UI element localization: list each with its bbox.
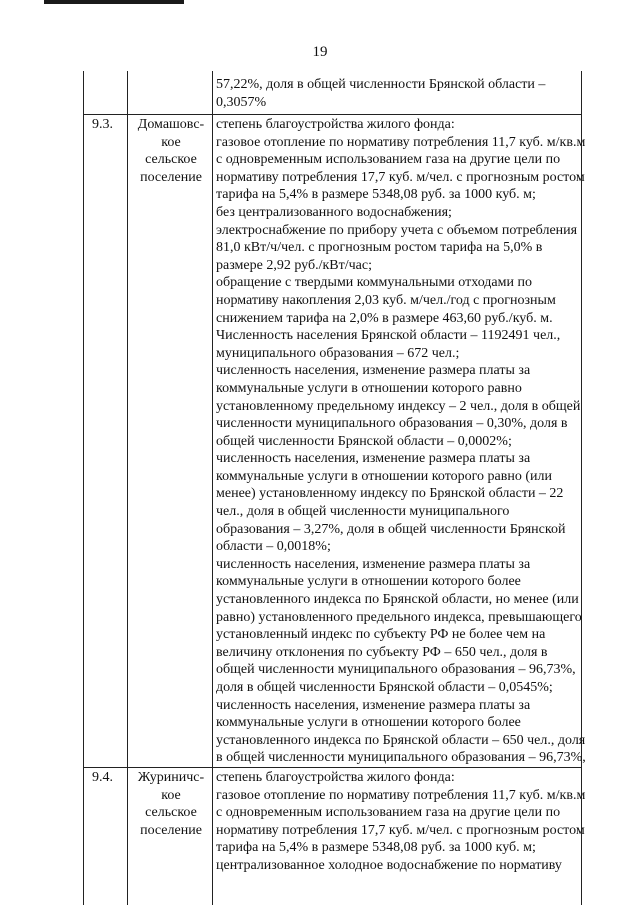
row-text-continuation: 57,22%, доля в общей численности Брянской области – 0,3057% [216,77,546,110]
row-divider [84,767,581,768]
municipal-table [83,71,586,905]
column-divider-name [212,71,213,905]
settlement-description: степень благоустройства жилого фонда: газовое отопление по нормативу потребления 11,7 куб. м/кв.м с одновременным использованием газа на другие цели по нормативу потребления 17,7 куб. м/чел. с прогнозным ростом тарифа на 5,4% в размере 5348,08 руб. за 1000 куб. м; без централизованного водоснабжения; электроснабжение по прибору учета с объемом потребления 81,0 кВт/ч/чел. с прогнозным ростом тарифа на 5,0% в размере 2,92 руб./кВт/час; обращение с твердыми коммунальными отходами по нормативу накопления 2,03 куб. м/чел./год с прогнозным снижением тарифа на 2,0% в размере 463,60 руб./куб. м. Численность населения Брянской области – 1192491 чел., муниципального образования – 672 чел.; численность населения, изменение размера платы за коммунальные услуги в отношении которого равно установленному предельному индексу – 2 чел., доля в общей численности муниципального образования – 0,30%, доля в общей численности Брянской области – 0,0002%; численность населения, изменение размера платы за коммунальные услуги в отношении которого равно (или менее) установленному индексу по Брянской области – 22 чел., доля в общей численности муниципального образования – 3,27%, доля в общей численности Брянской области – 0,0018%; численность населения, изменение размера платы за коммунальные услуги в отношении которого более установленного индекса по Брянской области, но менее (или равно) установленного предельного индекса, превышающего установленный индекс по субъекту РФ не более чем на величину отклонения по субъекту РФ – 650 чел., доля в общей численности муниципального образования – 96,73%, доля в общей численности Брянской области – 0,0545%; численность населения, изменение размера платы за коммунальные услуги в отношении которого более установленного индекса по Брянской области – 650 чел., доля в общей численности муниципального образования – 96,73%, [216,117,586,766]
column-divider-number [127,71,128,905]
row-divider [84,114,581,115]
settlement-name: Домашовс- кое сельское поселение [137,117,205,185]
page-number: 19 [312,44,328,60]
settlement-name: Журиничс- кое сельское поселение [137,770,205,838]
settlement-description: степень благоустройства жилого фонда: газовое отопление по нормативу потребления 11,7 куб. м/кв.м с одновременным использованием газа на другие цели по нормативу потребления 17,7 куб. м/чел. с прогнозным ростом тарифа на 5,4% в размере 5348,08 руб. за 1000 куб. м; централизованное холодное водоснабжение по нормативу [216,770,586,873]
row-number: 9.3. [92,117,113,132]
scan-top-rule [44,0,184,4]
row-number: 9.4. [92,770,113,785]
